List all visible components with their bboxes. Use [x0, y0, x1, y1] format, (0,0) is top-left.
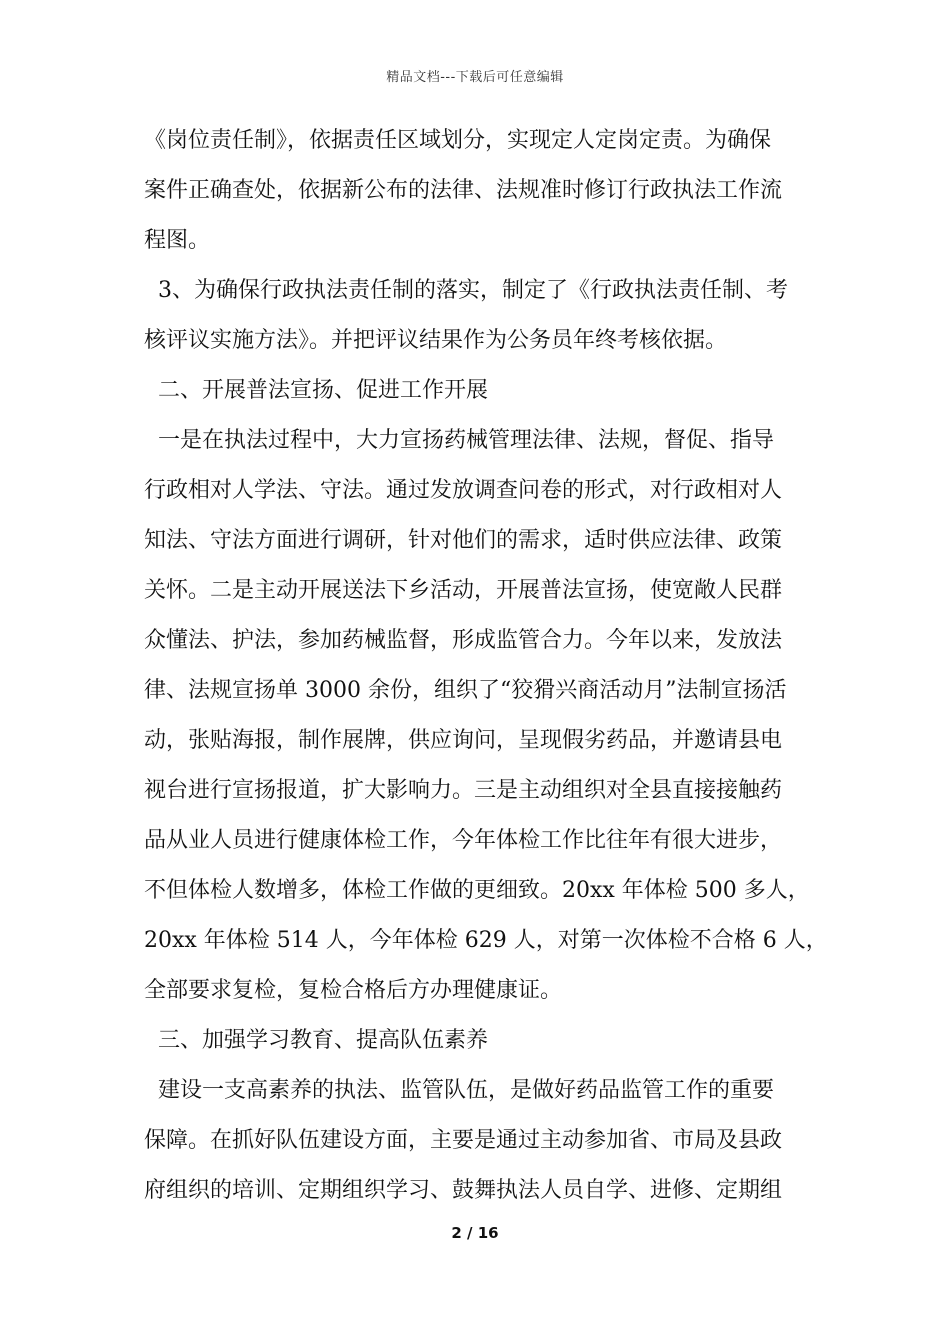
text-line: 保障。在抓好队伍建设方面，主要是通过主动参加省、市局及县政: [144, 1128, 783, 1153]
text-line: 动，张贴海报，制作展牌，供应询问，呈现假劣药品，并邀请县电: [144, 728, 783, 753]
text-line: 不但体检人数增多，体检工作做的更细致。20xx 年体检 500 多人，: [144, 878, 810, 903]
text-line: 核评议实施方法》。并把评议结果作为公务员年终考核依据。: [144, 328, 728, 353]
text-line: 品从业人员进行健康体检工作，今年体检工作比往年有很大进步，: [144, 828, 783, 853]
section-heading: 三、加强学习教育、提高队伍素养: [144, 1028, 488, 1053]
text-line: 府组织的培训、定期组织学习、鼓舞执法人员自学、进修、定期组: [144, 1178, 783, 1203]
page-number: 2 / 16: [451, 1224, 499, 1242]
text-line: 知法、守法方面进行调研，针对他们的需求，适时供应法律、政策: [144, 528, 783, 553]
text-line: 关怀。二是主动开展送法下乡活动，开展普法宣扬，使宽敞人民群: [144, 578, 783, 603]
text-line: 一是在执法过程中，大力宣扬药械管理法律、法规，督促、指导: [144, 428, 774, 453]
text-line: 全部要求复检，复检合格后方办理健康证。: [144, 978, 563, 1003]
text-line: 行政相对人学法、守法。通过发放调查问卷的形式，对行政相对人: [144, 478, 783, 503]
text-line: 程图。: [144, 228, 211, 253]
text-line: 视台进行宣扬报道，扩大影响力。三是主动组织对全县直接接触药: [144, 778, 783, 803]
text-line: 众懂法、护法，参加药械监督，形成监管合力。今年以来，发放法: [144, 628, 783, 653]
text-line: 《岗位责任制》，依据责任区域划分，实现定人定岗定责。为确保: [144, 128, 772, 153]
text-line: 律、法规宣扬单 3000 余份，组织了“狡猾兴商活动月”法制宣扬活: [144, 678, 787, 703]
page-header: 精品文档---下载后可任意编辑: [386, 70, 564, 85]
text-line: 20xx 年体检 514 人，今年体检 629 人，对第一次体检不合格 6 人，: [144, 928, 828, 953]
text-line: 建设一支高素养的执法、监管队伍，是做好药品监管工作的重要: [144, 1078, 774, 1103]
section-heading: 二、开展普法宣扬、促进工作开展: [144, 378, 488, 403]
text-line: 案件正确查处，依据新公布的法律、法规准时修订行政执法工作流: [144, 178, 783, 203]
text-line: 3、为确保行政执法责任制的落实，制定了《行政执法责任制、考: [144, 278, 788, 303]
